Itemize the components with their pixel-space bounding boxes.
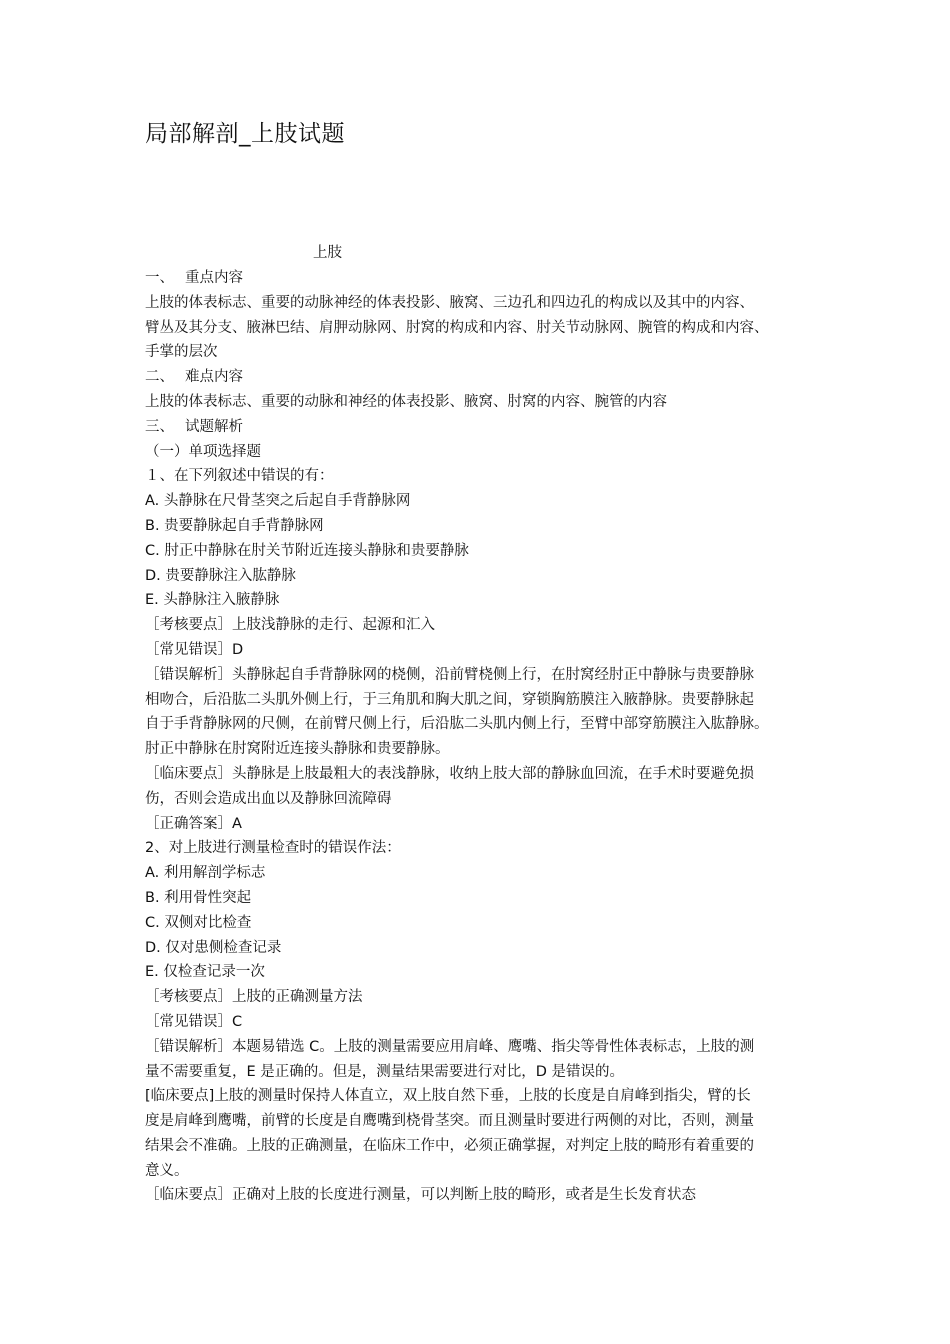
document-title: 局部解剖_上肢试题 bbox=[145, 121, 345, 147]
text-line: 意义。 bbox=[145, 1162, 189, 1179]
text-line: D. 仅对患侧检查记录 bbox=[145, 939, 282, 956]
heading-text: 重点内容 bbox=[185, 270, 243, 286]
text-line: E. 仅检查记录一次 bbox=[145, 964, 265, 981]
text-line: 上肢的体表标志、重要的动脉和神经的体表投影、腋窝、肘窝的内容、腕管的内容 bbox=[145, 393, 667, 410]
text-line: 肘正中静脉在肘窝附近连接头静脉和贵要静脉。 bbox=[145, 741, 450, 758]
text-line: ［常见错误］C bbox=[145, 1013, 243, 1030]
text-line: 量不需要重复，E 是正确的。但是，测量结果需要进行对比，D 是错误的。 bbox=[145, 1063, 625, 1080]
text-line: A. 头静脉在尺骨茎突之后起自手背静脉网 bbox=[145, 493, 411, 510]
text-line: 相吻合，后沿肱二头肌外侧上行，于三角肌和胸大肌之间，穿锁胸筋膜注入腋静脉。贵要静脉起 bbox=[145, 691, 754, 708]
text-line: 度是肩峰到鹰嘴，前臂的长度是自鹰嘴到桡骨茎突。而且测量时要进行两侧的对比，否则，测量 bbox=[145, 1113, 754, 1130]
text-line: C. 肘正中静脉在肘关节附近连接头静脉和贵要静脉 bbox=[145, 542, 469, 559]
section-heading bbox=[145, 415, 807, 440]
text-line: ［常见错误］D bbox=[145, 641, 244, 658]
text-line: ［错误解析］本题易错选 C。上肢的测量需要应用肩峰、鹰嘴、指尖等骨性体表标志，上肢的测 bbox=[145, 1038, 755, 1055]
heading-number: 二、 bbox=[145, 369, 174, 386]
text-line: 2、对上肢进行测量检查时的错误作法： bbox=[145, 840, 401, 857]
heading-text: 试题解析 bbox=[185, 418, 243, 435]
text-line: B. 利用骨性突起 bbox=[145, 889, 252, 906]
text-line: D. 贵要静脉注入肱静脉 bbox=[145, 567, 296, 584]
text-line: A. 利用解剖学标志 bbox=[145, 865, 266, 882]
text-line: ［考核要点］上肢浅静脉的走行、起源和汇入 bbox=[145, 617, 435, 634]
text-line: C. 双侧对比检查 bbox=[145, 914, 252, 931]
text-line: B. 贵要静脉起自手背静脉网 bbox=[145, 517, 324, 534]
text-line: 臂丛及其分支、腋淋巴结、肩胛动脉网、肘窝的构成和内容、肘关节动脉网、腕管的构成和内容、 bbox=[145, 319, 769, 336]
text-line: ［临床要点］头静脉是上肢最粗大的表浅静脉，收纳上肢大部的静脉血回流，在手术时要避免损 bbox=[145, 765, 754, 782]
section-heading bbox=[145, 266, 807, 291]
heading-number: 三、 bbox=[145, 418, 174, 435]
text-line: 伤，否则会造成出血以及静脉回流障碍 bbox=[145, 790, 392, 807]
text-line: ［考核要点］上肢的正确测量方法 bbox=[145, 989, 363, 1006]
text-line: 手掌的层次 bbox=[145, 344, 218, 361]
text-line: ［正确答案］A bbox=[145, 815, 242, 832]
text-line: （一）单项选择题 bbox=[145, 443, 261, 460]
text-line: 自于手背静脉网的尺侧，在前臂尺侧上行，后沿肱二头肌内侧上行，至臂中部穿筋膜注入肱静脉。 bbox=[145, 716, 769, 733]
text-line: 结果会不准确。上肢的正确测量，在临床工作中，必须正确掌握，对判定上肢的畸形有着重要的 bbox=[145, 1137, 754, 1154]
text-line: １、在下列叙述中错误的有： bbox=[145, 468, 334, 485]
heading-text: 难点内容 bbox=[185, 369, 243, 386]
document-body bbox=[145, 266, 807, 1208]
section-title: 上肢 bbox=[313, 245, 342, 261]
text-line: E. 头静脉注入腋静脉 bbox=[145, 592, 280, 609]
text-line: [临床要点]上肢的测量时保持人体直立，双上肢自然下垂，上肢的长度是自肩峰到指尖，臂的长 bbox=[145, 1088, 751, 1105]
text-line: 上肢的体表标志、重要的动脉神经的体表投影、腋窝、三边孔和四边孔的构成以及其中的内容、 bbox=[145, 294, 754, 311]
text-line: ［临床要点］正确对上肢的长度进行测量，可以判断上肢的畸形，或者是生长发育状态 bbox=[145, 1187, 696, 1204]
text-line: ［错误解析］头静脉起自手背静脉网的桡侧，沿前臂桡侧上行，在肘窝经肘正中静脉与贵要静脉 bbox=[145, 666, 754, 683]
section-heading bbox=[145, 365, 807, 390]
heading-number: 一、 bbox=[145, 270, 174, 286]
